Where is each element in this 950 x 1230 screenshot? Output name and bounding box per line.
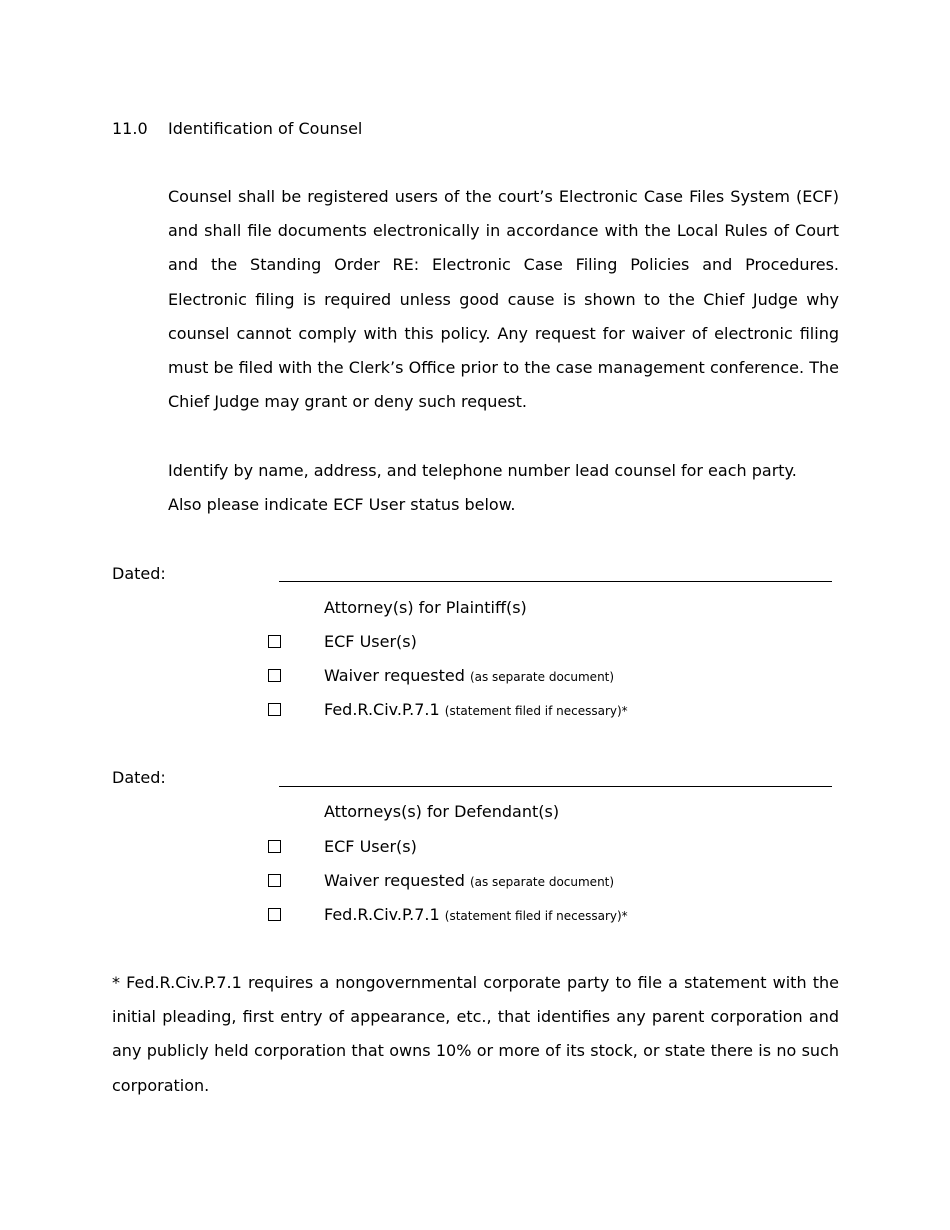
plaintiff-waiver-checkbox[interactable] bbox=[268, 669, 281, 682]
plaintiff-role-label: Attorney(s) for Plaintiff(s) bbox=[324, 598, 527, 617]
defendant-ecf-user-option bbox=[324, 837, 417, 856]
defendant-waiver-checkbox[interactable] bbox=[268, 874, 281, 887]
option-label: Fed.R.Civ.P.7.1 bbox=[324, 905, 440, 924]
section-number: 11.0 bbox=[112, 119, 148, 138]
defendant-waiver-option bbox=[324, 871, 614, 890]
plaintiff-signature-line[interactable] bbox=[279, 581, 832, 582]
option-label: Fed.R.Civ.P.7.1 bbox=[324, 700, 440, 719]
option-note: (statement filed if necessary)* bbox=[444, 909, 628, 923]
option-note: (statement filed if necessary)* bbox=[444, 704, 628, 718]
defendant-role-label: Attorneys(s) for Defendant(s) bbox=[324, 802, 560, 821]
defendant-signature-line[interactable] bbox=[279, 786, 832, 787]
defendant-rule-7-1-checkbox[interactable] bbox=[268, 908, 281, 921]
option-note: (as separate document) bbox=[469, 875, 615, 889]
option-label: Waiver requested bbox=[324, 666, 465, 685]
plaintiff-ecf-user-checkbox[interactable] bbox=[268, 635, 281, 648]
plaintiff-dated-label: Dated: bbox=[112, 564, 166, 583]
plaintiff-ecf-user-option bbox=[324, 632, 417, 651]
footnote: * Fed.R.Civ.P.7.1 requires a nongovernmental corporate party to file a statement with the initial pleading, first entry of appearance, etc., that identifies any parent corporation and any publicly held corporation that owns 10% or more of its stock, or state there is no such corporation. bbox=[112, 973, 839, 1095]
instruction-line-2: Also please indicate ECF User status below. bbox=[168, 495, 516, 514]
instruction-line-1: Identify by name, address, and telephone number lead counsel for each party. bbox=[168, 461, 797, 480]
plaintiff-rule-7-1-checkbox[interactable] bbox=[268, 703, 281, 716]
option-label: Waiver requested bbox=[324, 871, 465, 890]
ecf-requirement-paragraph: Counsel shall be registered users of the court’s Electronic Case Files System (ECF) and shall file documents electronically in accordance with the Local Rules of Court and the Standing Order RE: Electronic Case Filing Policies and Procedures. Electronic filing is required unless good cause is shown to the Chief Judge why counsel cannot comply with this policy. Any request for waiver of electronic filing must be filed with the Clerk’s Office prior to the case management conference. The Chief Judge may grant or deny such request. bbox=[168, 187, 839, 412]
defendant-ecf-user-checkbox[interactable] bbox=[268, 840, 281, 853]
section-title: Identification of Counsel bbox=[168, 119, 363, 138]
plaintiff-waiver-option bbox=[324, 666, 614, 685]
option-note: (as separate document) bbox=[469, 670, 615, 684]
option-label: ECF User(s) bbox=[324, 632, 417, 651]
option-label: ECF User(s) bbox=[324, 837, 417, 856]
defendant-dated-label: Dated: bbox=[112, 768, 166, 787]
section-heading bbox=[112, 119, 362, 138]
defendant-rule-7-1-option bbox=[324, 905, 628, 924]
plaintiff-rule-7-1-option bbox=[324, 700, 628, 719]
